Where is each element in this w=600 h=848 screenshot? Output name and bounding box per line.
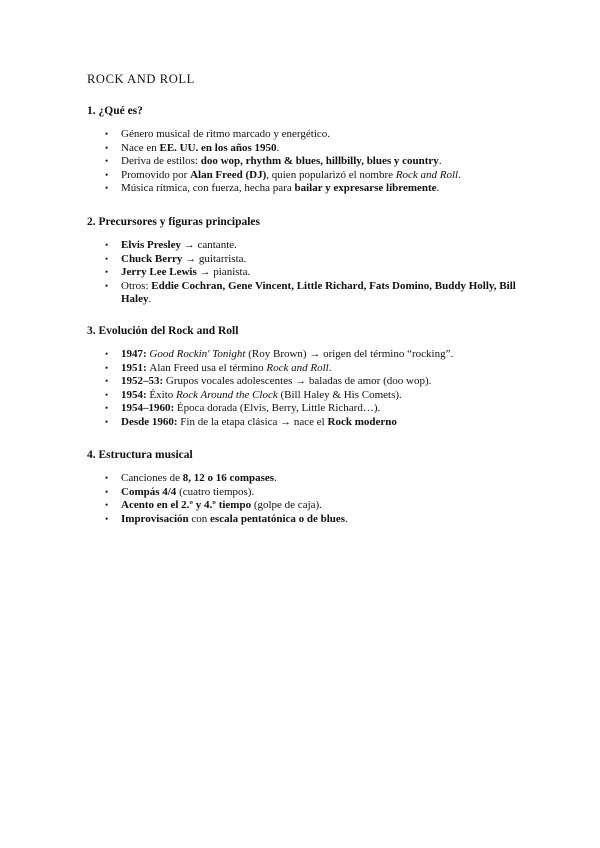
item-emphasis: 1952–53:: [121, 375, 164, 387]
item-text: → guitarrista.: [182, 252, 247, 265]
item-emphasis: Rock moderno: [327, 415, 397, 428]
bullet-icon: •: [105, 403, 109, 413]
list-item: [87, 402, 527, 416]
item-italic: Rock Around the Clock: [176, 388, 278, 401]
item-text: .: [436, 182, 440, 194]
bullet-icon: •: [105, 500, 109, 510]
item-text: Canciones de: [121, 472, 183, 484]
item-text: Alan Freed usa el término: [149, 361, 267, 374]
item-text: .: [328, 361, 332, 374]
bullet-list: [87, 239, 527, 307]
section-heading: 1. ¿Qué es?: [87, 105, 143, 117]
section-heading: 4. Estructura musical: [87, 449, 193, 461]
list-item: [87, 253, 527, 267]
list-item: [87, 348, 527, 362]
item-emphasis: Eddie Cochran, Gene Vincent, Little Richard, Fats Domino, Buddy Holly, Bill Haley: [121, 279, 516, 305]
list-item: [87, 128, 527, 142]
item-emphasis: Chuck Berry: [121, 252, 183, 265]
bullet-icon: •: [105, 473, 109, 483]
bullet-icon: •: [105, 169, 109, 180]
item-emphasis: Improvisación: [121, 512, 189, 525]
list-item: [87, 499, 527, 513]
bullet-icon: •: [105, 253, 109, 264]
bullet-icon: •: [105, 349, 109, 359]
bullet-list: [87, 128, 527, 196]
list-item: [87, 169, 527, 183]
bullet-icon: •: [105, 416, 109, 427]
item-text: .: [148, 293, 152, 305]
item-emphasis: 1947:: [121, 348, 150, 360]
item-text: con: [188, 512, 211, 525]
bullet-icon: •: [105, 513, 109, 524]
item-italic: Rock and Roll: [266, 361, 329, 374]
item-text: → cantante.: [180, 239, 237, 251]
item-emphasis: 1954:: [121, 388, 147, 401]
bullet-icon: •: [105, 156, 109, 166]
section-evolucion: [87, 324, 527, 429]
list-item: [87, 142, 527, 156]
item-text: Promovido por: [121, 168, 191, 181]
item-text: , quien popularizó el nombre: [266, 168, 396, 181]
bullet-icon: •: [105, 183, 109, 193]
bullet-icon: •: [105, 142, 109, 153]
list-item: [87, 416, 527, 430]
document-title: ROCK AND ROLL: [87, 72, 195, 86]
bullet-icon: •: [105, 486, 109, 497]
item-text: .: [458, 168, 461, 181]
bullet-list: [87, 472, 527, 526]
list-item: [87, 239, 527, 253]
list-item: [87, 389, 527, 403]
item-emphasis: 1954–1960:: [121, 402, 175, 414]
bullet-icon: •: [105, 240, 109, 250]
section-heading: 3. Evolución del Rock and Roll: [87, 325, 239, 337]
item-emphasis: 1951:: [121, 361, 150, 374]
item-emphasis: 8, 12 o 16 compases: [182, 472, 275, 484]
list-item: [87, 362, 527, 376]
item-emphasis: Desde 1960:: [121, 415, 178, 428]
item-emphasis: escala pentatónica o de blues: [210, 512, 346, 525]
section-precursores: [87, 215, 527, 307]
item-text: (cuatro tiempos).: [176, 485, 255, 498]
item-text: .: [345, 512, 348, 525]
item-text: Otros:: [121, 279, 152, 292]
item-emphasis: Elvis Presley: [121, 239, 181, 251]
item-emphasis: Jerry Lee Lewis: [121, 266, 197, 278]
item-emphasis: EE. UU. en los años 1950: [159, 141, 277, 154]
bullet-icon: •: [105, 389, 109, 400]
bullet-icon: •: [105, 129, 109, 139]
list-item: [87, 513, 527, 527]
item-text: (golpe de caja).: [251, 499, 322, 511]
item-italic: Good Rockin' Tonight: [149, 348, 246, 360]
item-text: .: [276, 141, 280, 154]
item-text: Época dorada (Elvis, Berry, Little Richard…).: [174, 402, 381, 414]
item-emphasis: Alan Freed (DJ): [190, 168, 267, 181]
list-item: [87, 486, 527, 500]
item-emphasis: Acento en el 2.º y 4.º tiempo: [121, 499, 252, 511]
item-text: Nace en: [121, 141, 160, 154]
item-text: Género musical de ritmo marcado y energético.: [121, 128, 331, 140]
list-item: [87, 155, 527, 169]
item-text: (Bill Haley & His Comets).: [277, 388, 402, 401]
list-item: [87, 375, 527, 389]
list-item: [87, 182, 527, 196]
item-text: .: [274, 472, 277, 484]
item-text: .: [438, 155, 442, 167]
bullet-icon: •: [105, 362, 109, 373]
item-text: Fin de la etapa clásica → nace el: [177, 415, 328, 428]
item-emphasis: doo wop, rhythm & blues, hillbilly, blues y country: [200, 155, 439, 167]
item-emphasis: Compás 4/4: [121, 485, 177, 498]
item-text: Deriva de estilos:: [121, 155, 201, 167]
item-text: → pianista.: [196, 266, 251, 278]
item-italic: Rock and Roll: [395, 168, 459, 181]
section-heading: 2. Precursores y figuras principales: [87, 216, 261, 228]
section-estructura: [87, 448, 527, 526]
bullet-icon: •: [105, 267, 109, 277]
list-item: [87, 280, 527, 307]
list-item: [87, 472, 527, 486]
item-text: Grupos vocales adolescentes → baladas de amor (doo wop).: [163, 375, 432, 387]
item-text: Música rítmica, con fuerza, hecha para: [121, 182, 295, 194]
item-text: (Roy Brown) → origen del término “rocking”.: [245, 348, 454, 360]
list-item: [87, 266, 527, 280]
item-emphasis: bailar y expresarse libremente: [294, 182, 437, 194]
bullet-icon: •: [105, 376, 109, 386]
item-text: Éxito: [146, 388, 177, 401]
section-que-es: [87, 104, 527, 196]
bullet-list: [87, 348, 527, 429]
bullet-icon: •: [105, 280, 109, 291]
